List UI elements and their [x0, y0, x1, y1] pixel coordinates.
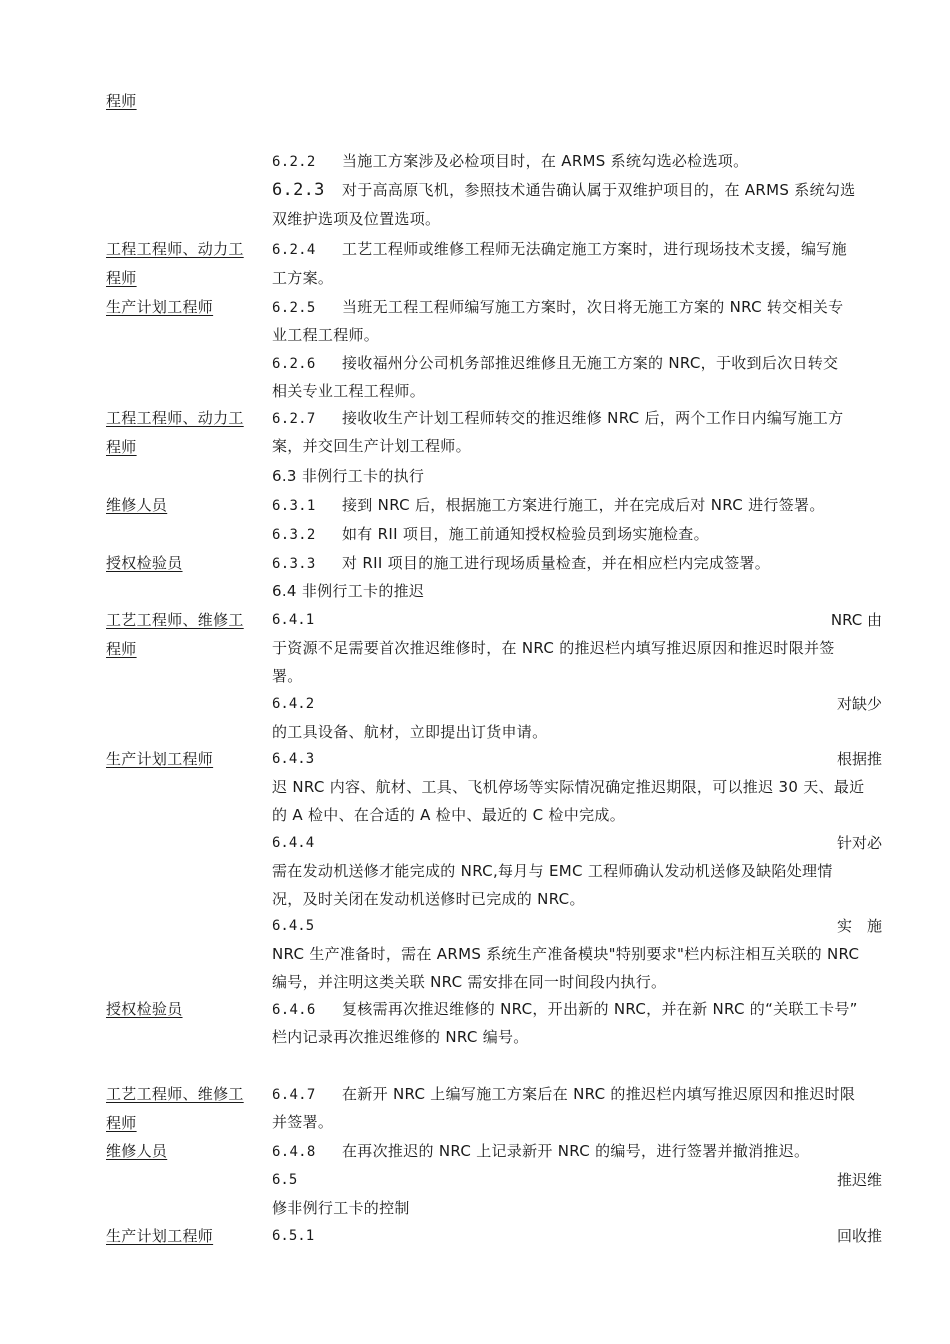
clause-number: 6.2.4 — [272, 242, 316, 258]
clause-continuation: 相关专业工程工程师。 — [272, 382, 426, 400]
clause-6-2-2 — [272, 147, 882, 177]
section-heading-6-4: 6.4 非例行工卡的推迟 — [272, 582, 425, 600]
clause-6-2-5 — [272, 293, 882, 323]
clause-text: 接收福州分公司机务部推迟维修且无施工方案的 NRC，于收到后次日转交 — [342, 354, 839, 372]
clause-number: 6.4.3 — [272, 751, 315, 767]
clause-text: NRC 由 — [830, 611, 882, 629]
clause-text: 当班无工程工程师编写施工方案时，次日将无施工方案的 NRC 转交相关专 — [342, 298, 844, 316]
clause-6-4-7 — [272, 1080, 882, 1110]
role-label: 生产计划工程师 — [106, 750, 214, 768]
clause-6-4-1 — [272, 606, 882, 635]
clause-number: 6.4.8 — [272, 1144, 316, 1160]
clause-number: 6.4.5 — [272, 918, 315, 934]
clause-6-5-1 — [272, 1222, 882, 1251]
clause-continuation: 案，并交回生产计划工程师。 — [272, 437, 471, 455]
clause-continuation: 署。 — [272, 667, 303, 685]
clause-6-3-2 — [272, 520, 882, 550]
clause-6-4-6 — [272, 995, 882, 1025]
clause-text: 实 施 — [836, 917, 882, 935]
role-label: 生产计划工程师 — [106, 298, 214, 316]
section-heading-6-3: 6.3 非例行工卡的执行 — [272, 467, 425, 485]
clause-6-4-4 — [272, 829, 882, 858]
clause-number: 6.5 — [272, 1172, 298, 1188]
clause-6-3-1 — [272, 491, 882, 521]
role-label: 维修人员 — [106, 496, 168, 514]
clause-number: 6.4.7 — [272, 1087, 316, 1103]
clause-6-4-8 — [272, 1137, 882, 1167]
clause-number: 6.3.3 — [272, 556, 316, 572]
clause-continuation: 的 A 检中、在合适的 A 检中、最近的 C 检中完成。 — [272, 806, 626, 824]
clause-number: 6.4.4 — [272, 835, 315, 851]
clause-text: 在新开 NRC 上编写施工方案后在 NRC 的推迟栏内填写推迟原因和推迟时限 — [342, 1085, 856, 1103]
role-label — [106, 1080, 261, 1137]
clause-continuation: 迟 NRC 内容、航材、工具、飞机停场等实际情况确定推迟期限，可以推迟 30 天、最近 — [272, 778, 865, 796]
role-label-line: 工程工程师、动力工 — [106, 409, 244, 427]
clause-text: 复核需再次推迟维修的 NRC，开出新的 NRC，并在新 NRC 的“关联工卡号” — [342, 1000, 858, 1018]
clause-6-4-3 — [272, 745, 882, 774]
role-label-line: 程师 — [106, 639, 137, 658]
role-label-line: 程师 — [106, 268, 137, 287]
clause-6-2-6 — [272, 349, 882, 379]
clause-text: 回收推 — [836, 1227, 882, 1245]
clause-text: 根据推 — [836, 750, 882, 768]
clause-number: 6.2.2 — [272, 154, 316, 170]
clause-text: 接到 NRC 后，根据施工方案进行施工，并在完成后对 NRC 进行签署。 — [342, 496, 825, 514]
clause-continuation: 双维护选项及位置选项。 — [272, 210, 441, 228]
clause-6-2-3 — [272, 176, 882, 205]
clause-continuation: 需在发动机送修才能完成的 NRC,每月与 EMC 工程师确认发动机送修及缺陷处理情 — [272, 862, 833, 880]
clause-continuation: 栏内记录再次推迟维修的 NRC 编号。 — [272, 1028, 529, 1046]
clause-continuation: 编号，并注明这类关联 NRC 需安排在同一时间段内执行。 — [272, 973, 667, 991]
clause-text: 工艺工程师或维修工程师无法确定施工方案时，进行现场技术支援，编写施 — [342, 240, 847, 258]
clause-continuation: 的工具设备、航材，立即提出订货申请。 — [272, 723, 548, 741]
role-label-line: 工艺工程师、维修工 — [106, 1085, 244, 1103]
clause-text: 推迟维 — [836, 1171, 882, 1189]
clause-continuation: NRC 生产准备时，需在 ARMS 系统生产准备模块"特别要求"栏内标注相互关联的 NRC — [272, 945, 860, 963]
clause-6-2-7 — [272, 404, 882, 434]
role-label: 授权检验员 — [106, 554, 183, 572]
clause-number: 6.5.1 — [272, 1228, 315, 1244]
clause-continuation: 于资源不足需要首次推迟维修时，在 NRC 的推迟栏内填写推迟原因和推迟时限并签 — [272, 639, 835, 657]
clause-text: 对 RII 项目的施工进行现场质量检查，并在相应栏内完成签署。 — [342, 554, 771, 572]
role-label: 维修人员 — [106, 1142, 168, 1160]
clause-number: 6.2.5 — [272, 300, 316, 316]
clause-continuation: 修非例行工卡的控制 — [272, 1199, 410, 1217]
clause-6-3-3 — [272, 549, 882, 579]
role-label-line: 工艺工程师、维修工 — [106, 611, 244, 629]
clause-continuation: 况，及时关闭在发动机送修时已完成的 NRC。 — [272, 890, 585, 908]
clause-6-4-2 — [272, 690, 882, 719]
clause-text: 对于高高原飞机，参照技术通告确认属于双维护项目的，在 ARMS 系统勾选 — [342, 181, 856, 199]
clause-continuation: 工方案。 — [272, 269, 334, 287]
clause-number: 6.2.6 — [272, 356, 316, 372]
clause-number: 6.4.2 — [272, 696, 315, 712]
role-label-line: 程师 — [106, 437, 137, 456]
clause-number: 6.2.7 — [272, 411, 316, 427]
clause-text: 在再次推迟的 NRC 上记录新开 NRC 的编号，进行签署并撤消推迟。 — [342, 1142, 810, 1160]
clause-number: 6.2.3 — [272, 180, 325, 200]
clause-text: 针对必 — [836, 834, 882, 852]
section-heading-6-5 — [272, 1166, 882, 1195]
clause-number: 6.4.6 — [272, 1002, 316, 1018]
clause-text: 如有 RII 项目，施工前通知授权检验员到场实施检查。 — [342, 525, 709, 543]
role-label: 生产计划工程师 — [106, 1227, 214, 1245]
clause-continuation: 并签署。 — [272, 1113, 334, 1131]
clause-text: 对缺少 — [836, 695, 882, 713]
role-label — [106, 404, 261, 461]
clause-number: 6.4.1 — [272, 612, 315, 628]
role-label: 授权检验员 — [106, 1000, 183, 1018]
role-label: 程师 — [106, 92, 137, 110]
clause-6-4-5 — [272, 912, 882, 941]
clause-6-2-4 — [272, 235, 882, 265]
clause-number: 6.3.2 — [272, 527, 316, 543]
role-label — [106, 235, 261, 292]
role-label — [106, 606, 261, 663]
role-label-line: 工程工程师、动力工 — [106, 240, 244, 258]
clause-number: 6.3.1 — [272, 498, 316, 514]
clause-text: 接收收生产计划工程师转交的推迟维修 NRC 后，两个工作日内编写施工方 — [342, 409, 844, 427]
clause-continuation: 业工程工程师。 — [272, 326, 380, 344]
role-label-line: 程师 — [106, 1113, 137, 1132]
clause-text: 当施工方案涉及必检项目时，在 ARMS 系统勾选必检选项。 — [342, 152, 749, 170]
